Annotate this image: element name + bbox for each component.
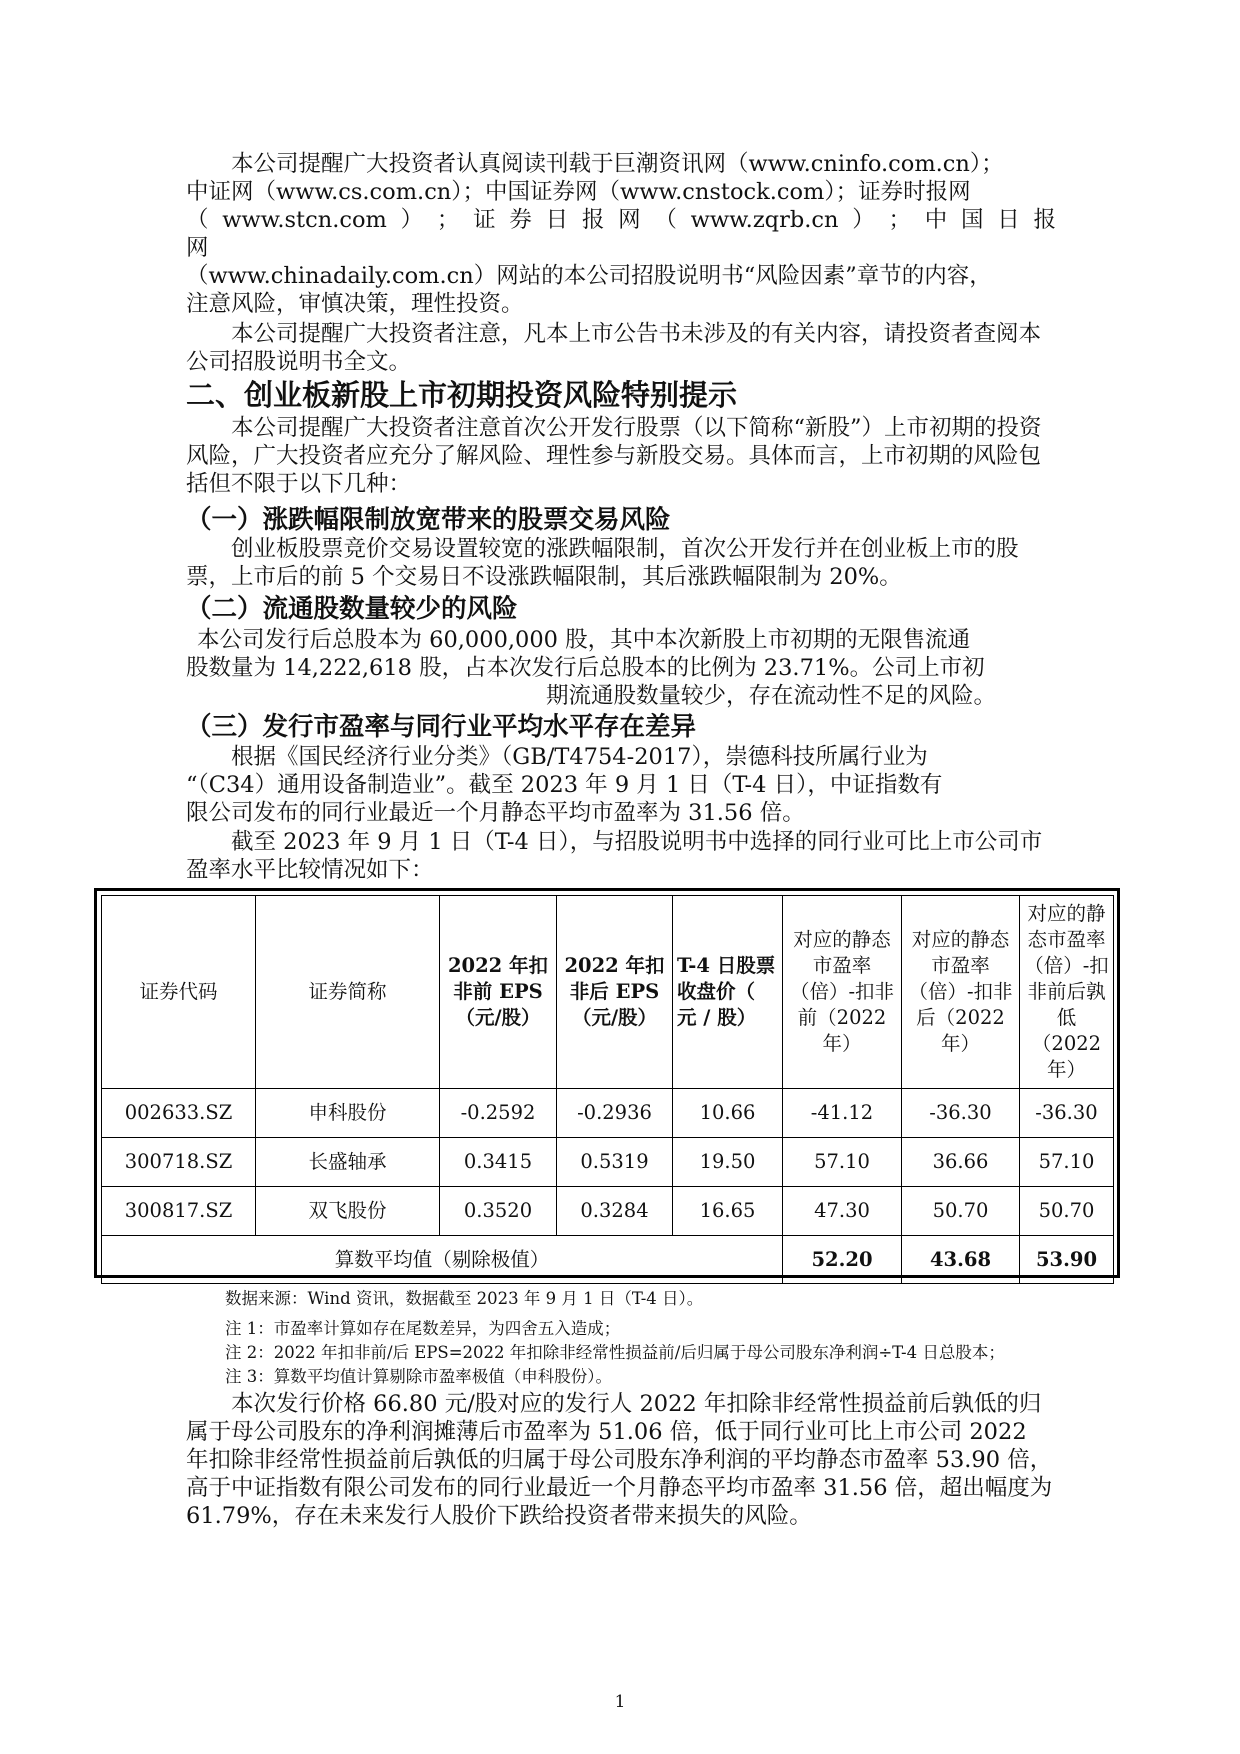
cell-pe-before: -41.12 xyxy=(783,1089,902,1138)
cell-eps-after: 0.5319 xyxy=(557,1138,673,1187)
cell-price: 19.50 xyxy=(673,1138,783,1187)
page-number: 1 xyxy=(614,1692,626,1712)
cell-code: 002633.SZ xyxy=(102,1089,256,1138)
table-header-row xyxy=(102,896,1114,1089)
paragraph-initial-risk: 本公司提醒广大投资者注意首次公开发行股票（以下简称“新股”）上市初期的投资风险，广大投资者应充分了解风险、理性参与新股交易。具体而言，上市初期的风险包括但不限于以下几种： xyxy=(186,415,1042,497)
text-line: 注意风险，审慎决策，理性投资。 xyxy=(186,291,524,317)
cell-avg-pe-after: 43.68 xyxy=(902,1236,1020,1284)
cell-eps-before: -0.2592 xyxy=(440,1089,557,1138)
paragraph-float-shares: 本公司发行后总股本为 60,000,000 股，其中本次新股上市初期的无限售流通 股数量为 14,222,618 股，占本次发行后总股本的比例为 23.71%。公司上市初 期流通股数量较少，存在流动性不足的风险。 xyxy=(186,627,997,709)
header-close-price: T-4 日股票收盘价（ 元 / 股） xyxy=(673,896,783,1089)
header-eps-before: 2022 年扣非前 EPS（元/股） xyxy=(440,896,557,1089)
text-line: 中证网（www.cs.com.cn）；中国证券网（www.cnstock.com）；证券时报网 xyxy=(186,179,971,205)
cell-eps-before: 0.3520 xyxy=(440,1187,557,1236)
cell-eps-after: -0.2936 xyxy=(557,1089,673,1138)
cell-pe-min: 50.70 xyxy=(1020,1187,1114,1236)
header-name: 证券简称 xyxy=(256,896,440,1089)
header-pe-before: 对应的静态市盈率（倍）-扣非前（2022 年） xyxy=(783,896,902,1089)
paragraph-comparison-intro: 截至 2023 年 9 月 1 日（T-4 日），与招股说明书中选择的同行业可比上市公司市盈率水平比较情况如下： xyxy=(186,829,1043,883)
cell-price: 16.65 xyxy=(673,1187,783,1236)
cell-price: 10.66 xyxy=(673,1089,783,1138)
cell-avg-pe-min: 53.90 xyxy=(1020,1236,1114,1284)
cell-pe-min: -36.30 xyxy=(1020,1089,1114,1138)
cell-pe-before: 47.30 xyxy=(783,1187,902,1236)
header-pe-after: 对应的静态市盈率（倍）-扣非后（2022 年） xyxy=(902,896,1020,1089)
table-average-row xyxy=(102,1236,1114,1284)
paragraph-risk-reading xyxy=(186,150,1056,318)
cell-pe-before: 57.10 xyxy=(783,1138,902,1187)
text-line-spread: （ www.stcn.com ） ； 证 券 日 报 网 （ www.zqrb.cn ） ； 中 国 日 报 xyxy=(186,207,1056,233)
cell-eps-after: 0.3284 xyxy=(557,1187,673,1236)
table-row xyxy=(102,1138,1114,1187)
cell-name: 长盛轴承 xyxy=(256,1138,440,1187)
section-heading: 二、创业板新股上市初期投资风险特别提示 xyxy=(186,378,738,412)
comparison-table xyxy=(101,895,1114,1284)
note-source: 数据来源：Wind 资讯，数据截至 2023 年 9 月 1 日（T-4 日）。 xyxy=(225,1289,704,1308)
comparison-table-frame xyxy=(94,888,1120,1278)
note-3: 注 3：算数平均值计算剔除市盈率极值（申科股份）。 xyxy=(225,1367,612,1386)
cell-pe-min: 57.10 xyxy=(1020,1138,1114,1187)
table-row xyxy=(102,1089,1114,1138)
cell-code: 300718.SZ xyxy=(102,1138,256,1187)
paragraph-industry-pe: 根据《国民经济行业分类》（GB/T4754-2017），崇德科技所属行业为 “（C34）通用设备制造业”。截至 2023 年 9 月 1 日（T-4 日），中证指数有 限公司发布的同行业最近一个月静态平均市盈率为 31.56 倍。 xyxy=(186,744,943,826)
text-line: 网 xyxy=(186,235,209,261)
subheading-price-limit: （一）涨跌幅限制放宽带来的股票交易风险 xyxy=(186,505,671,535)
cell-name: 申科股份 xyxy=(256,1089,440,1138)
cell-pe-after: -36.30 xyxy=(902,1089,1020,1138)
cell-eps-before: 0.3415 xyxy=(440,1138,557,1187)
text-line: 本公司提醒广大投资者认真阅读刊载于巨潮资讯网（www.cninfo.com.cn）； xyxy=(231,151,1004,177)
paragraph-issue-pe: 本次发行价格 66.80 元/股对应的发行人 2022 年扣除非经常性损益前后孰低的归属于母公司股东的净利润摊薄后市盈率为 51.06 倍，低于同行业可比上市公司 2022 年扣除非经常性损益前后孰低的归属于母公司股东净利润的平均静态市盈率 53.90 倍，高于中证指数有限公司发布的同行业最近一个月静态平均市盈率 31.56 倍，超出幅度为 61.79%，存在未来发行人股价下跌给投资者带来损失的风险。 xyxy=(186,1391,1053,1529)
note-1: 注 1：市盈率计算如存在尾数差异，为四舍五入造成； xyxy=(225,1319,621,1338)
cell-average-label: 算数平均值（剔除极值） xyxy=(102,1236,783,1284)
cell-pe-after: 50.70 xyxy=(902,1187,1020,1236)
cell-name: 双飞股份 xyxy=(256,1187,440,1236)
note-2: 注 2：2022 年扣非前/后 EPS=2022 年扣除非经常性损益前/后归属于母公司股东净利润÷T-4 日总股本； xyxy=(225,1343,1005,1362)
header-pe-min: 对应的静态市盈率（倍）-扣非前后孰低（2022 年） xyxy=(1020,896,1114,1089)
cell-pe-after: 36.66 xyxy=(902,1138,1020,1187)
cell-code: 300817.SZ xyxy=(102,1187,256,1236)
text-line: （www.chinadaily.com.cn）网站的本公司招股说明书“风险因素”章节的内容， xyxy=(186,263,992,289)
subheading-float-shares: （二）流通股数量较少的风险 xyxy=(186,594,518,624)
paragraph-refer-prospectus: 本公司提醒广大投资者注意，凡本上市公告书未涉及的有关内容，请投资者查阅本公司招股说明书全文。 xyxy=(186,321,1042,375)
subheading-pe-ratio: （三）发行市盈率与同行业平均水平存在差异 xyxy=(186,712,697,742)
header-code: 证券代码 xyxy=(102,896,256,1089)
cell-avg-pe-before: 52.20 xyxy=(783,1236,902,1284)
paragraph-price-limit: 创业板股票竞价交易设置较宽的涨跌幅限制，首次公开发行并在创业板上市的股票，上市后的前 5 个交易日不设涨跌幅限制，其后涨跌幅限制为 20%。 xyxy=(186,536,1019,590)
table-row xyxy=(102,1187,1114,1236)
header-eps-after: 2022 年扣非后 EPS（元/股） xyxy=(557,896,673,1089)
